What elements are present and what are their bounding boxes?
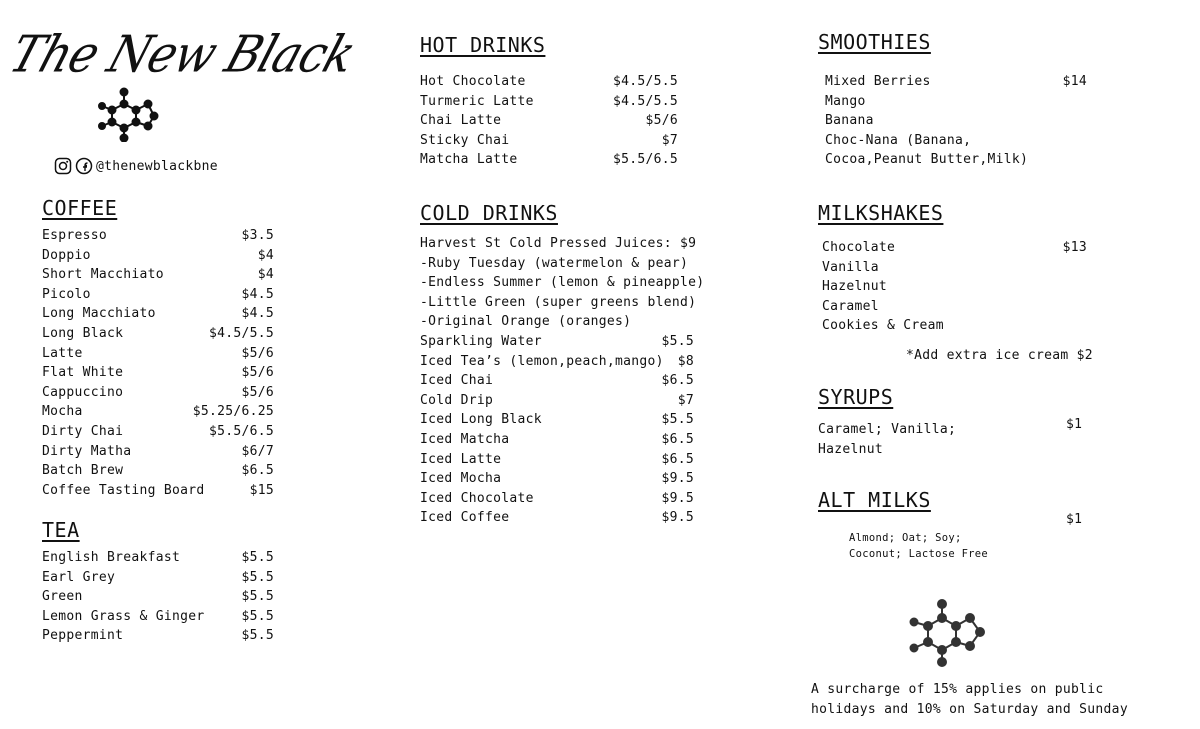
menu-item-price: $9.5 — [661, 510, 694, 526]
coffee-list — [42, 226, 274, 500]
menu-item-name: Matcha Latte — [420, 152, 518, 168]
syrups-heading: SYRUPS — [818, 385, 894, 409]
facebook-icon — [75, 157, 93, 175]
menu-item-price: $5/6 — [241, 384, 274, 400]
menu-item-name: Batch Brew — [42, 463, 124, 479]
surcharge-line-1: A surcharge of 15% applies on public — [811, 682, 1104, 697]
menu-item-name: Espresso — [42, 228, 108, 243]
menu-item — [822, 238, 1087, 258]
menu-item-price: $4.5/5.5 — [612, 74, 678, 89]
menu-item — [42, 422, 274, 442]
surcharge-note — [811, 680, 1128, 720]
menu-item-name: Dirty Matha — [42, 443, 132, 459]
menu-item-price: $8 — [677, 353, 694, 369]
menu-item-name: Coffee Tasting Board — [42, 482, 205, 498]
menu-item-name: Harvest St Cold Pressed Juices: $9 — [420, 236, 697, 251]
menu-item — [420, 293, 697, 313]
menu-item — [825, 111, 1087, 131]
menu-item-price: $15 — [249, 482, 274, 498]
menu-item — [42, 324, 274, 344]
syrups-text — [818, 420, 956, 459]
menu-item-name: -Original Orange (oranges) — [420, 314, 632, 330]
menu-item-name: Banana — [825, 113, 874, 129]
milkshakes-list — [822, 238, 1087, 336]
menu-item — [420, 489, 694, 509]
menu-item — [822, 316, 1087, 336]
menu-item — [420, 410, 694, 430]
menu-item — [825, 131, 1087, 151]
smoothies-list — [825, 72, 1087, 170]
menu-item-price: $5.5 — [241, 550, 274, 565]
menu-item-price: $6.5 — [241, 463, 274, 479]
menu-item-price: $5/6 — [241, 365, 274, 381]
menu-item-price: $5.5 — [241, 628, 274, 644]
menu-item — [42, 363, 274, 383]
molecule-logo-icon — [98, 86, 160, 142]
menu-item — [822, 277, 1087, 297]
menu-item-name: Iced Chai — [420, 373, 494, 389]
molecule-footer-icon — [908, 598, 986, 668]
menu-item-price: $5/6 — [241, 345, 274, 361]
menu-item — [42, 344, 274, 364]
menu-item — [420, 150, 678, 170]
menu-item-price: $5.25/6.25 — [192, 404, 274, 420]
menu-item — [42, 587, 274, 607]
alt-milks-text — [849, 530, 988, 562]
menu-item-price: $5.5 — [661, 412, 694, 428]
menu-item-price: $6.5 — [661, 451, 694, 467]
menu-item-price: $5.5 — [241, 589, 274, 605]
menu-item-price: $6.5 — [661, 373, 694, 389]
menu-item-name: Vanilla — [822, 259, 879, 275]
menu-item-price: $5.5 — [661, 333, 694, 349]
menu-item-price: $14 — [1062, 74, 1087, 89]
menu-item — [420, 391, 694, 411]
menu-item-price: $4 — [257, 267, 274, 283]
menu-item — [420, 332, 694, 352]
menu-item — [42, 246, 274, 266]
menu-item-price: $4.5/5.5 — [612, 93, 678, 109]
menu-item — [42, 383, 274, 403]
syrups-line-2: Hazelnut — [818, 441, 884, 457]
menu-item-name: Mocha — [42, 404, 83, 420]
menu-item-name: Hot Chocolate — [420, 74, 526, 89]
tea-list — [42, 548, 274, 646]
menu-item-name: Chocolate — [822, 240, 896, 255]
syrups-line-1: Caramel; Vanilla; — [818, 422, 957, 437]
menu-item — [42, 304, 274, 324]
menu-item-name: Iced Chocolate — [420, 490, 534, 506]
alt-milks-heading: ALT MILKS — [818, 488, 931, 512]
menu-item-name: Iced Matcha — [420, 431, 510, 447]
menu-item — [42, 607, 274, 627]
menu-item-name: Hazelnut — [822, 279, 888, 295]
menu-item-name: Iced Mocha — [420, 471, 502, 487]
hot-drinks-heading: HOT DRINKS — [420, 33, 546, 57]
menu-item-price: $6/7 — [241, 443, 274, 459]
menu-item — [420, 131, 678, 151]
menu-item-name: Iced Coffee — [420, 510, 510, 526]
brand-logo-text: The New Black — [2, 24, 363, 84]
menu-item — [420, 111, 678, 131]
menu-item-name: Earl Grey — [42, 569, 116, 585]
smoothies-heading: SMOOTHIES — [818, 30, 931, 54]
menu-item-price: $4.5/5.5 — [208, 325, 274, 341]
menu-item-price: $6.5 — [661, 431, 694, 447]
menu-item-name: Mixed Berries — [825, 74, 931, 89]
menu-item — [420, 430, 694, 450]
menu-item-price: $5.5/6.5 — [208, 423, 274, 439]
menu-item-name: Choc-Nana (Banana, — [825, 132, 972, 148]
menu-item — [822, 297, 1087, 317]
menu-item — [825, 92, 1087, 112]
menu-item — [42, 626, 274, 646]
menu-item-name: Sticky Chai — [420, 132, 510, 148]
menu-item — [42, 442, 274, 462]
menu-item — [42, 481, 274, 501]
alt-milks-price: $1 — [1066, 512, 1083, 527]
menu-item — [42, 461, 274, 481]
menu-item-name: Iced Long Black — [420, 412, 542, 428]
alt-milks-line-2: Coconut; Lactose Free — [849, 548, 989, 560]
menu-item-name: Cookies & Cream — [822, 318, 944, 334]
menu-item — [825, 72, 1087, 92]
menu-item-name: Picolo — [42, 286, 91, 302]
menu-item-name: Long Macchiato — [42, 306, 156, 322]
hot-drinks-list — [420, 72, 678, 170]
menu-item-price: $4 — [257, 247, 274, 263]
menu-item — [420, 508, 694, 528]
menu-item-name: Doppio — [42, 247, 91, 263]
menu-item-name: Dirty Chai — [42, 423, 124, 439]
instagram-icon — [54, 157, 72, 175]
menu-item-name: Flat White — [42, 365, 124, 381]
menu-item — [420, 312, 694, 332]
menu-item-name: Green — [42, 589, 83, 605]
menu-item-name: Long Black — [42, 325, 124, 341]
menu-item-name: Cocoa,Peanut Butter,Milk) — [825, 152, 1029, 168]
menu-item-name: Iced Tea’s (lemon,peach,mango) — [420, 353, 664, 369]
cold-drinks-heading: COLD DRINKS — [420, 201, 558, 225]
menu-item — [420, 72, 678, 92]
social-handle — [54, 157, 218, 175]
cold-drinks-list — [420, 234, 705, 528]
menu-item — [42, 568, 274, 588]
menu-item-name: Lemon Grass & Ginger — [42, 608, 205, 624]
menu-item — [420, 469, 694, 489]
menu-item-name: Sparkling Water — [420, 333, 542, 349]
coffee-heading: COFFEE — [42, 196, 118, 220]
syrups-price: $1 — [1066, 417, 1083, 432]
menu-item-name: Chai Latte — [420, 113, 502, 129]
menu-item — [420, 234, 697, 254]
menu-item-name: -Endless Summer (lemon & pineapple) — [420, 275, 705, 291]
menu-item-name: Turmeric Latte — [420, 93, 534, 109]
menu-item — [42, 265, 274, 285]
menu-item-name: Cold Drip — [420, 392, 494, 408]
surcharge-line-2: holidays and 10% on Saturday and Sunday — [811, 702, 1128, 717]
menu-item-price: $9.5 — [661, 490, 694, 506]
alt-milks-line-1: Almond; Oat; Soy; — [849, 532, 962, 544]
menu-item-price: $3.5 — [241, 228, 274, 243]
menu-item — [420, 273, 705, 293]
menu-item-price: $5.5 — [241, 608, 274, 624]
menu-item — [420, 352, 694, 372]
menu-item-name: Caramel — [822, 298, 879, 314]
menu-item — [420, 450, 694, 470]
menu-item-name: -Little Green (super greens blend) — [420, 294, 697, 310]
menu-item-name: Latte — [42, 345, 83, 361]
menu-item-price: $5.5/6.5 — [612, 152, 678, 168]
menu-item-price: $5.5 — [241, 569, 274, 585]
menu-item — [420, 371, 694, 391]
menu-item-price: $13 — [1062, 240, 1087, 255]
menu-item-price: $4.5 — [241, 286, 274, 302]
menu-item — [42, 285, 274, 305]
menu-item-price: $5/6 — [645, 113, 678, 129]
menu-item-name: Iced Latte — [420, 451, 502, 467]
menu-item — [42, 226, 274, 246]
menu-item — [42, 402, 274, 422]
social-handle-text: @thenewblackbne — [96, 158, 218, 174]
menu-item — [420, 254, 694, 274]
menu-item-price: $4.5 — [241, 306, 274, 322]
menu-item-name: English Breakfast — [42, 550, 181, 565]
menu-item-price: $7 — [661, 132, 678, 148]
menu-item — [822, 258, 1087, 278]
menu-item — [825, 150, 1087, 170]
milkshakes-heading: MILKSHAKES — [818, 201, 944, 225]
menu-item-name: Peppermint — [42, 628, 124, 644]
menu-item-name: Cappuccino — [42, 384, 124, 400]
menu-item-name: Mango — [825, 93, 866, 109]
menu-item-price: $7 — [677, 392, 694, 408]
menu-item — [420, 92, 678, 112]
menu-item — [42, 548, 274, 568]
menu-item-name: -Ruby Tuesday (watermelon & pear) — [420, 255, 689, 271]
milkshakes-note: *Add extra ice cream $2 — [906, 348, 1093, 363]
menu-item-name: Short Macchiato — [42, 267, 164, 283]
menu-item-price: $9.5 — [661, 471, 694, 487]
tea-heading: TEA — [42, 518, 80, 542]
